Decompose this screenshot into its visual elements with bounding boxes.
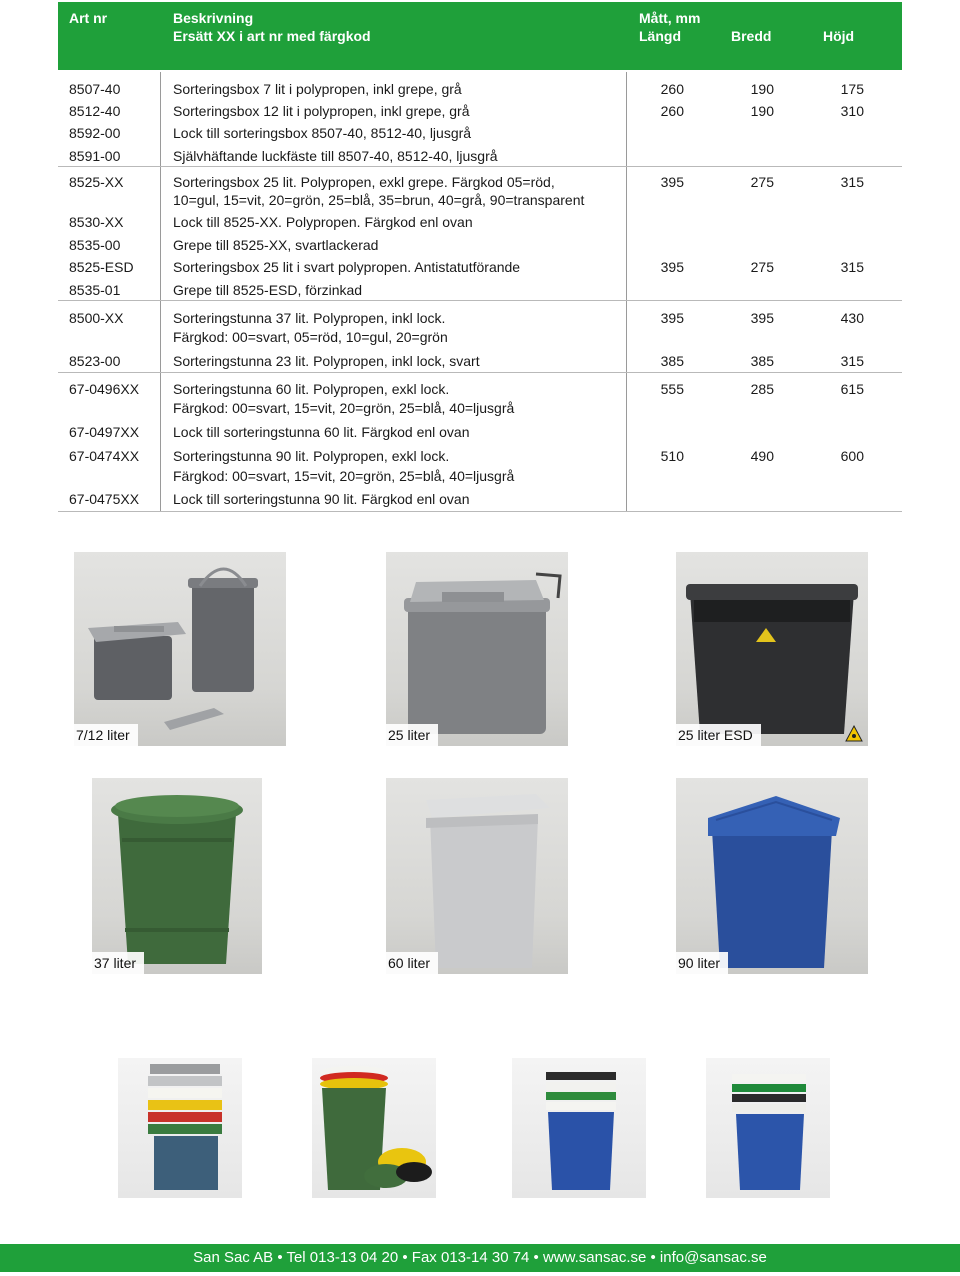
row-art-nr: 8592-00 <box>69 125 121 141</box>
row-height: 315 <box>840 174 864 190</box>
photo-caption: 25 liter ESD <box>676 724 761 746</box>
row-description-line2: 10=gul, 15=vit, 20=grön, 25=blå, 35=brun, 40=grå, 90=transparent <box>173 192 585 208</box>
row-length: 260 <box>660 81 684 97</box>
sorting-box-25-illustration <box>386 552 568 746</box>
row-width: 385 <box>750 353 774 369</box>
photo-caption: 37 liter <box>92 952 144 974</box>
stacked-boxes-thumbnail <box>118 1058 242 1198</box>
row-height: 615 <box>840 381 864 397</box>
row-length: 395 <box>660 310 684 326</box>
column-divider <box>626 72 627 512</box>
column-divider <box>160 72 161 512</box>
row-art-nr: 8535-01 <box>69 282 121 298</box>
row-description: Självhäftande luckfäste till 8507-40, 8512-40, ljusgrå <box>173 148 498 164</box>
header-description-note: Ersätt XX i art nr med färgkod <box>173 28 371 44</box>
row-divider <box>58 511 902 512</box>
header-length: Längd <box>639 28 681 44</box>
row-description: Lock till sorteringstunna 60 lit. Färgkod enl ovan <box>173 424 470 440</box>
row-width: 275 <box>750 259 774 275</box>
row-description-line2: Färgkod: 00=svart, 05=röd, 10=gul, 20=grön <box>173 329 448 345</box>
row-description: Grepe till 8525-XX, svartlackerad <box>173 237 379 253</box>
green-bin-illustration <box>92 778 262 974</box>
header-height: Höjd <box>823 28 855 44</box>
row-art-nr: 67-0496XX <box>69 381 140 397</box>
header-dimensions: Mått, mm <box>639 10 701 26</box>
product-photo-25-liter-esd <box>676 552 868 746</box>
row-length: 555 <box>660 381 684 397</box>
row-length: 395 <box>660 174 684 190</box>
row-art-nr: 8525-ESD <box>69 259 134 275</box>
photo-caption: 60 liter <box>386 952 438 974</box>
sorting-box-small-illustration <box>74 552 286 746</box>
grey-bin-illustration <box>386 778 568 974</box>
row-art-nr: 67-0475XX <box>69 491 140 507</box>
row-height: 175 <box>840 81 864 97</box>
row-art-nr: 67-0474XX <box>69 448 140 464</box>
stacked-bins-thumbnail <box>312 1058 436 1198</box>
photo-caption: 25 liter <box>386 724 438 746</box>
row-art-nr: 8507-40 <box>69 81 121 97</box>
row-art-nr: 8500-XX <box>69 310 124 326</box>
product-photo-7-12-liter <box>74 552 286 746</box>
product-photo-25-liter <box>386 552 568 746</box>
row-height: 430 <box>840 310 864 326</box>
product-photo-60-liter <box>386 778 568 974</box>
row-description: Sorteringstunna 90 lit. Polypropen, exkl lock. <box>173 448 450 464</box>
header-art-nr: Art nr <box>69 10 108 26</box>
header-description: Beskrivning <box>173 10 254 26</box>
row-description: Sorteringsbox 25 lit i svart polypropen. Antistatutförande <box>173 259 521 275</box>
row-width: 190 <box>750 103 774 119</box>
row-height: 310 <box>840 103 864 119</box>
row-length: 510 <box>660 448 684 464</box>
header-width: Bredd <box>731 28 772 44</box>
product-photo-37-liter <box>92 778 262 974</box>
row-art-nr: 67-0497XX <box>69 424 140 440</box>
product-table <box>0 0 960 520</box>
row-art-nr: 8530-XX <box>69 214 124 230</box>
esd-warning-icon <box>844 724 864 744</box>
row-width: 490 <box>750 448 774 464</box>
row-description-line2: Färgkod: 00=svart, 15=vit, 20=grön, 25=blå, 40=ljusgrå <box>173 468 515 484</box>
photo-caption: 90 liter <box>676 952 728 974</box>
stacked-boxes-illustration <box>118 1058 242 1198</box>
row-length: 260 <box>660 103 684 119</box>
row-description: Sorteringsbox 25 lit. Polypropen, exkl grepe. Färgkod 05=röd, <box>173 174 555 190</box>
stacked-90-bins-thumbnail <box>706 1058 830 1198</box>
row-art-nr: 8523-00 <box>69 353 121 369</box>
row-height: 315 <box>840 259 864 275</box>
stacked-90-bins-illustration <box>706 1058 830 1198</box>
row-width: 395 <box>750 310 774 326</box>
row-length: 385 <box>660 353 684 369</box>
row-art-nr: 8591-00 <box>69 148 121 164</box>
stacked-bins-illustration <box>312 1058 436 1198</box>
row-description: Sorteringsbox 12 lit i polypropen, inkl grepe, grå <box>173 103 470 119</box>
row-width: 275 <box>750 174 774 190</box>
stacked-60-bins-thumbnail <box>512 1058 646 1198</box>
row-art-nr: 8525-XX <box>69 174 124 190</box>
row-width: 285 <box>750 381 774 397</box>
row-height: 315 <box>840 353 864 369</box>
row-art-nr: 8535-00 <box>69 237 121 253</box>
row-divider <box>58 372 902 373</box>
row-description: Grepe till 8525-ESD, förzinkad <box>173 282 363 298</box>
row-divider <box>58 166 902 167</box>
stacked-60-bins-illustration <box>512 1058 646 1198</box>
row-height: 600 <box>840 448 864 464</box>
row-art-nr: 8512-40 <box>69 103 121 119</box>
product-photo-90-liter <box>676 778 868 974</box>
row-description: Sorteringsbox 7 lit i polypropen, inkl grepe, grå <box>173 81 462 97</box>
row-description: Sorteringstunna 60 lit. Polypropen, exkl lock. <box>173 381 450 397</box>
row-width: 190 <box>750 81 774 97</box>
row-divider <box>58 300 902 301</box>
row-description: Sorteringstunna 37 lit. Polypropen, inkl lock. <box>173 310 446 326</box>
blue-bin-illustration <box>676 778 868 974</box>
row-description: Lock till 8525-XX. Polypropen. Färgkod enl ovan <box>173 214 473 230</box>
row-description: Lock till sorteringsbox 8507-40, 8512-40, ljusgrå <box>173 125 472 141</box>
footer: San Sac AB • Tel 013-13 04 20 • Fax 013-14 30 74 • www.sansac.se • info@sansac.se <box>0 1244 960 1272</box>
row-description: Lock till sorteringstunna 90 lit. Färgkod enl ovan <box>173 491 470 507</box>
row-length: 395 <box>660 259 684 275</box>
photo-caption: 7/12 liter <box>74 724 138 746</box>
row-description: Sorteringstunna 23 lit. Polypropen, inkl lock, svart <box>173 353 480 369</box>
row-description-line2: Färgkod: 00=svart, 15=vit, 20=grön, 25=blå, 40=ljusgrå <box>173 400 515 416</box>
esd-box-illustration <box>676 552 868 746</box>
